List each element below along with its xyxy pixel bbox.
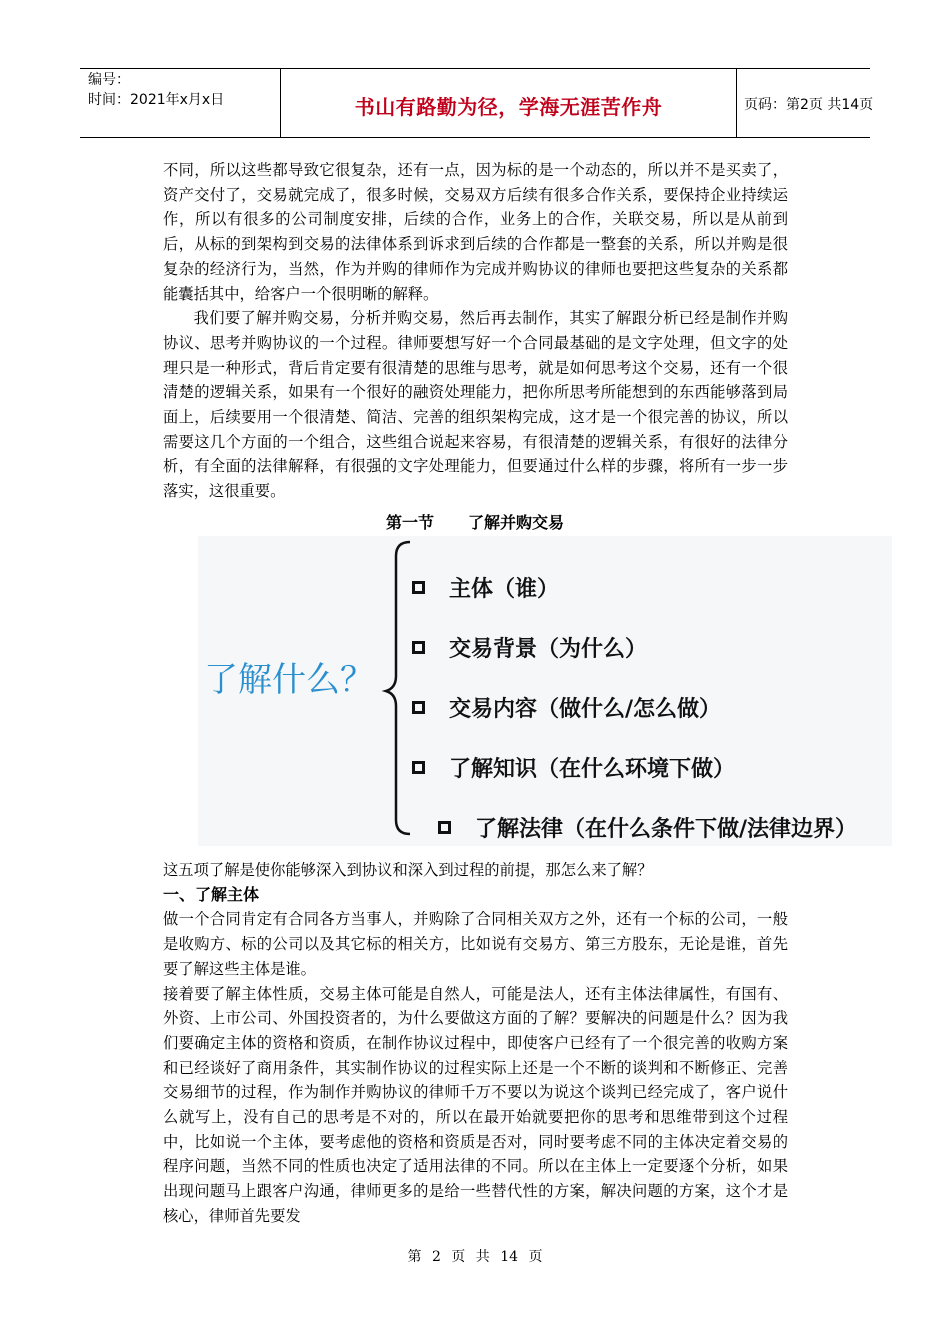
- figure-item: [438, 812, 857, 843]
- figure-item: [412, 752, 735, 783]
- header-motto: 书山有路勤为径，学海无涯苦作舟: [354, 95, 663, 119]
- page-footer: 第 2 页 共 14 页: [407, 1249, 543, 1265]
- section-heading: [0, 510, 950, 533]
- paragraph: 不同，所以这些都导致它很复杂，还有一点，因为标的是一个动态的，所以并不是买卖了，资产交付了，交易就完成了，很多时候，交易双方后续有很多合作关系，要保持企业持续运作，所以有很多的公司制度安排，后续的合作，业务上的合作，关联交易，所以是从前到后，从标的到架构到交易的法律体系到诉求到后续的合作都是一整套的关系，所以并购是很复杂的经济行为，当然，作为并购的律师作为完成并购协议的律师也要把这些复杂的关系都能囊括其中，给客户一个很明晰的解释。: [163, 161, 788, 303]
- figure-item: [412, 572, 559, 603]
- checkbox-icon: [412, 581, 425, 594]
- figure-item-label: 了解法律（在什么条件下做/法律边界）: [475, 817, 858, 842]
- body-text-bottom: [163, 858, 788, 1229]
- figure-item-label: 主体（谁）: [449, 577, 560, 602]
- section-title: 了解并购交易: [468, 513, 565, 532]
- paragraph: 接着要了解主体性质，交易主体可能是自然人，可能是法人，还有主体法律属性，有国有、外资、上市公司、外国投资者的，为什么要做这方面的了解？要解决的问题是什么？因为我们要确定主体的资格和资质，在制作协议过程中，即使客户已经有了一个很完善的收购方案和已经谈好了商用条件，其实制作协议的过程实际上还是一个不断的谈判和不断修正、完善交易细节的过程，作为制作并购协议的律师千万不要以为说这个谈判已经完成了，客户说什么就写上，没有自己的思考是不对的，所以在最开始就要把你的思考和思维带到这个过程中，比如说一个主体，要考虑他的资格和资质是否对，同时要考虑不同的主体决定着交易的程序问题，当然不同的性质也决定了适用法律的不同。所以在主体上一定要逐个分析，如果出现问题马上跟客户沟通，律师更多的是给一些替代性的方案，解决问题的方案，这个才是核心，律师首先要发: [163, 984, 788, 1225]
- figure-item-label: 交易背景（为什么）: [449, 637, 648, 662]
- checkbox-icon: [412, 701, 425, 714]
- heading-level-1: 一、了解主体: [163, 884, 260, 904]
- header-meta-cell: [80, 69, 280, 137]
- figure-diagram: [198, 536, 892, 846]
- figure-item: [412, 692, 721, 723]
- paragraph: 这五项了解是使你能够深入到协议和深入到过程的前提，那怎么来了解？: [163, 861, 653, 879]
- page-header: [80, 68, 874, 138]
- paragraph: 我们要了解并购交易，分析并购交易，然后再去制作，其实了解跟分析已经是制作并购协议、思考并购协议的一个过程。律师要想写好一个合同最基础的是文字处理，但文字的处理只是一种形式，背后肯定要有很清楚的思维与思考，就是如何思考这个交易，还有一个很清楚的逻辑关系，如果有一个很好的融资处理能力，把你所思考所能想到的东西能够落到局面上，后续要用一个很清楚、简洁、完善的组织架构完成，这才是一个很完善的协议，所以需要这几个方面的一个组合，这些组合说起来容易，有很清楚的逻辑关系，有很好的法律分析，有全面的法律解释，有很强的文字处理能力，但要通过什么样的步骤，将所有一步一步落实，这很重要。: [163, 309, 788, 501]
- checkbox-icon: [438, 821, 451, 834]
- header-motto-cell: [280, 69, 737, 137]
- header-page-label: 页码：第2页 共14页: [744, 97, 874, 113]
- header-page-cell: [736, 69, 874, 137]
- figure-item: [412, 632, 647, 663]
- section-number: 第一节: [385, 513, 434, 532]
- paragraph: 做一个合同肯定有合同各方当事人，并购除了合同相关双方之外，还有一个标的公司，一般是收购方、标的公司以及其它标的相关方，比如说有交易方、第三方股东，无论是谁，首先要了解这些主体是谁。: [163, 910, 788, 978]
- figure-item-label: 交易内容（做什么/怎么做）: [449, 697, 722, 722]
- document-number-label: 编号：: [88, 72, 130, 88]
- figure-item-label: 了解知识（在什么环境下做）: [449, 757, 736, 782]
- checkbox-icon: [412, 641, 425, 654]
- body-text-top: [163, 158, 788, 504]
- checkbox-icon: [412, 761, 425, 774]
- figure-question: 了解什么？: [204, 660, 374, 700]
- document-time-label: 时间：2021年x月x日: [88, 92, 225, 108]
